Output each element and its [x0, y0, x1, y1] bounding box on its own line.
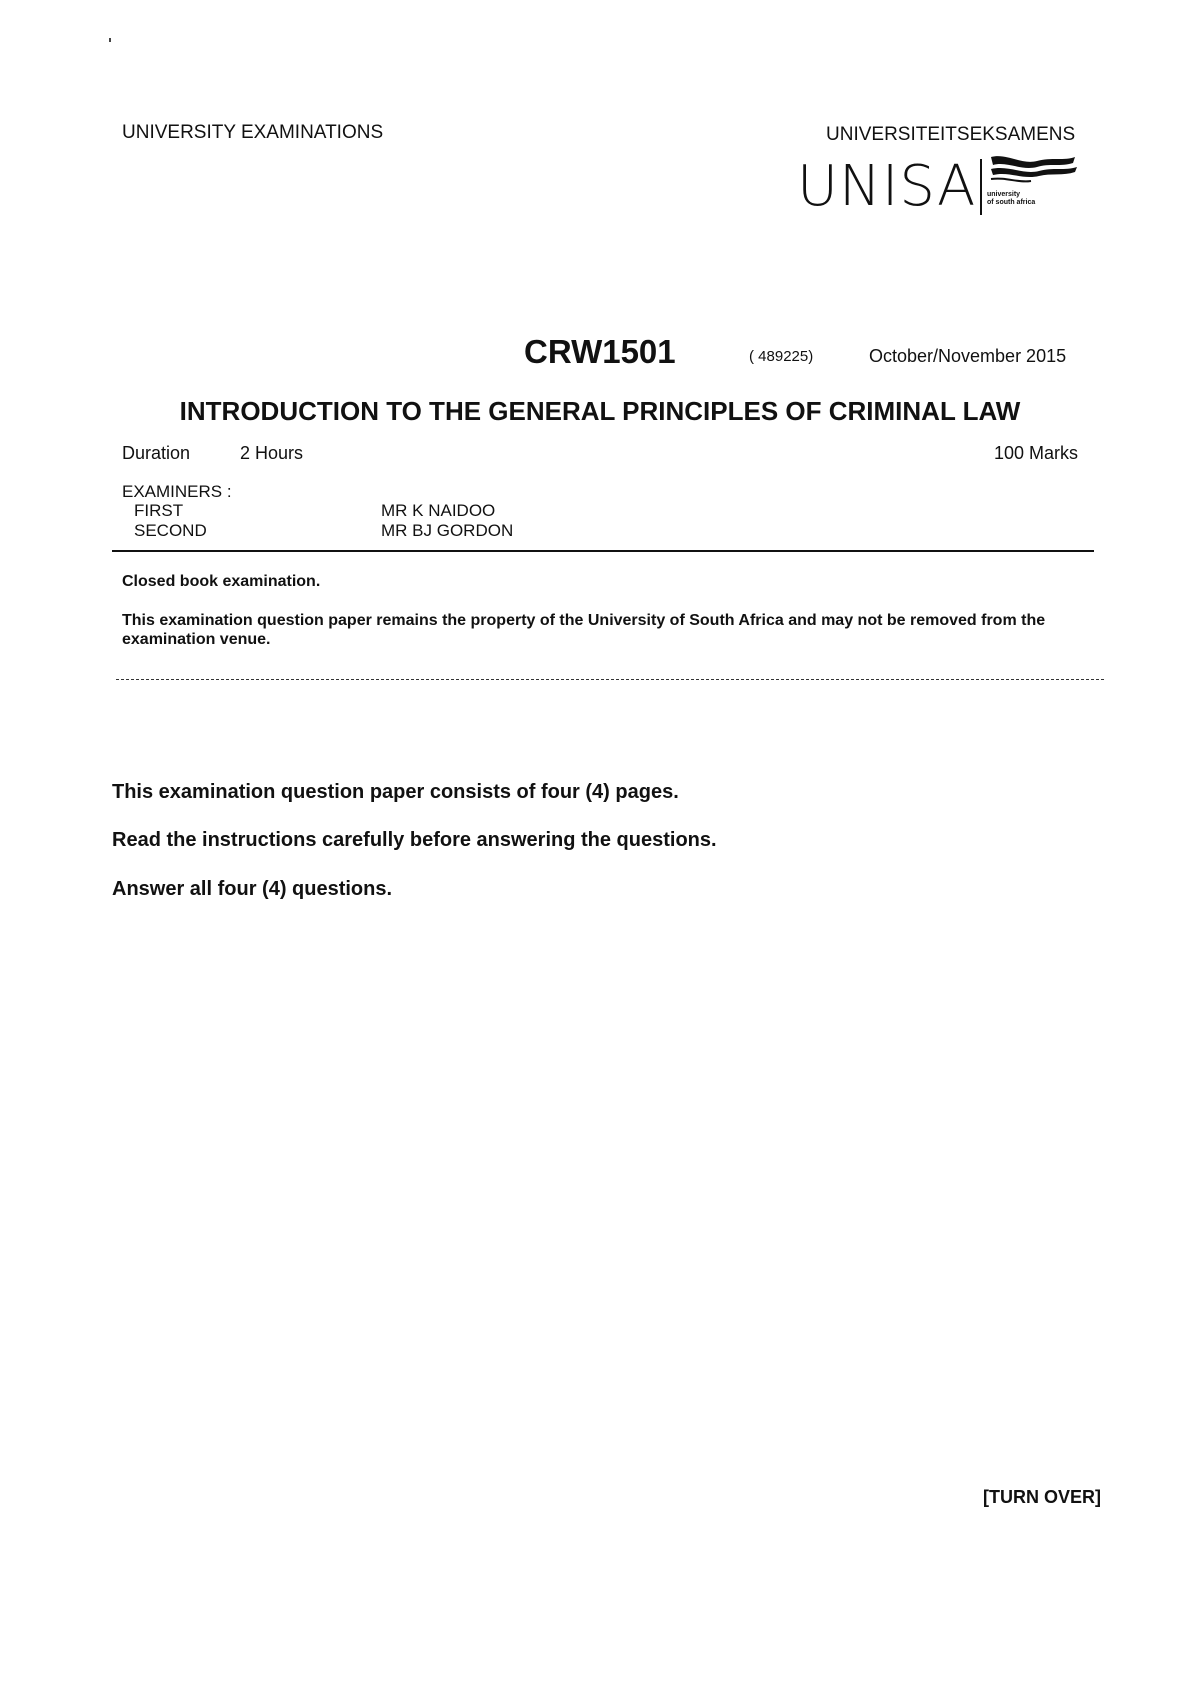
header-university-examinations: UNIVERSITY EXAMINATIONS — [122, 122, 384, 143]
examiner-first-name: MR K NAIDOO — [381, 501, 496, 520]
header-universiteitseksamens: UNIVERSITEITSEKSAMENS — [826, 124, 1076, 145]
duration-value: 2 Hours — [240, 443, 304, 463]
examiner-second-name: MR BJ GORDON — [381, 521, 514, 540]
examiner-first-role: FIRST — [134, 501, 184, 520]
unisa-logo — [797, 155, 1087, 225]
examiners-heading: EXAMINERS : — [122, 482, 232, 501]
paper-reference: ( 489225) — [749, 348, 814, 365]
closed-book-notice: Closed book examination. — [122, 573, 321, 590]
examiner-second-role: SECOND — [134, 521, 207, 540]
scan-speck — [109, 38, 111, 42]
instruction-answer: Answer all four (4) questions. — [112, 878, 393, 900]
instruction-pages: This examination question paper consists of four (4) pages. — [112, 781, 679, 803]
logo-divider — [980, 159, 982, 215]
flag-icon — [987, 155, 1079, 189]
exam-session: October/November 2015 — [869, 346, 1067, 366]
property-notice: This examination question paper remains the property of the University of South Africa and may not be removed from the examination venue. — [122, 612, 1046, 648]
header-divider — [112, 550, 1094, 552]
duration-label: Duration — [122, 443, 191, 463]
total-marks: 100 Marks — [994, 443, 1079, 463]
dashed-divider — [116, 679, 1104, 680]
logo-wordmark: UNISA — [797, 154, 977, 219]
module-title: INTRODUCTION TO THE GENERAL PRINCIPLES OF CRIMINAL LAW — [179, 396, 1021, 426]
logo-tagline: university of south africa — [987, 191, 1036, 206]
instruction-read: Read the instructions carefully before answering the questions. — [112, 829, 717, 851]
turn-over-marker: [TURN OVER] — [983, 1487, 1101, 1507]
module-code: CRW1501 — [524, 333, 676, 370]
